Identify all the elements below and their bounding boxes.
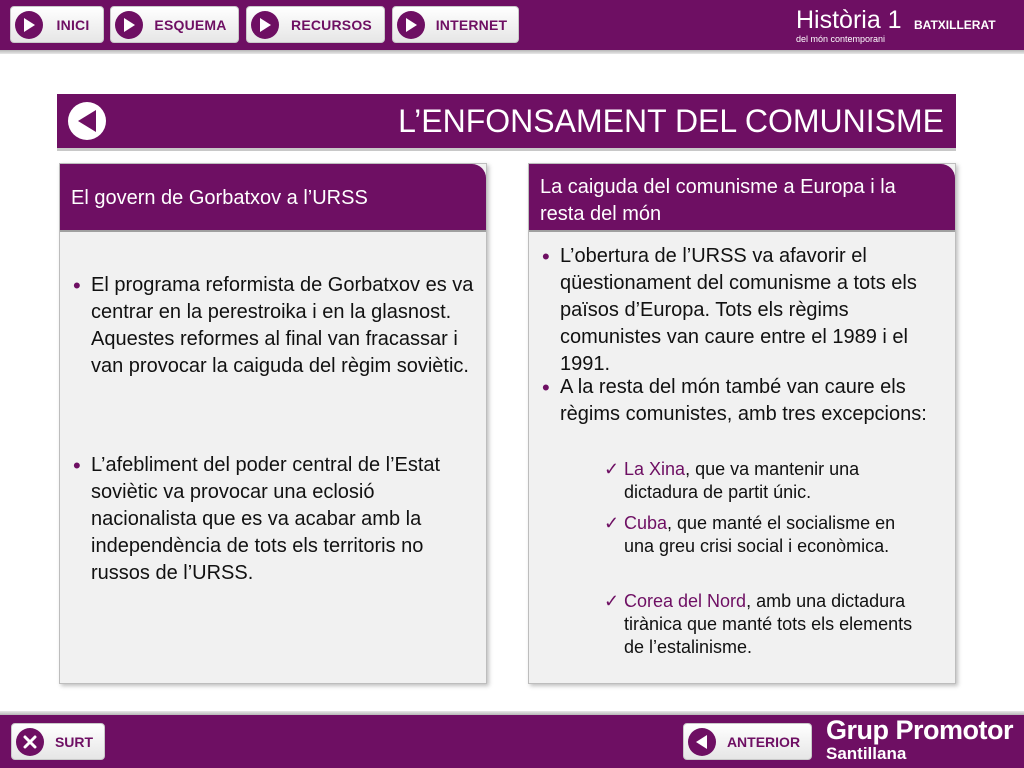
left-bullet-1: • El programa reformista de Gorbatxov es va centrar en la perestroika i en la glasnost. Aquestes reformes al final van fracassar i van provocar la caiguda del règim soviètic. bbox=[73, 272, 481, 380]
play-icon bbox=[397, 11, 425, 39]
exception-text: , que va mantenir una dictadura de partit únic. bbox=[624, 459, 860, 502]
nav-button-label: ESQUEMA bbox=[154, 16, 227, 33]
exception-text: , amb una dictadura tirànica que manté tots els elements de l’estalinisme. bbox=[624, 591, 913, 657]
nav-button-recursos[interactable] bbox=[246, 6, 385, 43]
exception-name: Corea del Nord bbox=[624, 591, 747, 611]
left-content-panel bbox=[59, 163, 487, 684]
page-title-bar bbox=[57, 94, 956, 151]
publisher-line-2: Santillana bbox=[826, 744, 907, 763]
right-bullet-1: • L’obertura de l’URSS va afavorir el qüestionament del comunisme a tots els països d’Europa. Tots els règims comunistes van caure entre el 1989 i el 1991. bbox=[542, 243, 935, 378]
play-icon bbox=[15, 11, 43, 39]
play-icon bbox=[251, 11, 279, 39]
exception-item-xina bbox=[604, 458, 924, 504]
left-bullet-2: • L’afebliment del poder central de l’Estat soviètic va provocar una eclosió nacionalista que es va acabar amb la independència de tots els territoris no russos de l’URSS. bbox=[73, 452, 481, 587]
check-icon: ✓ bbox=[604, 459, 620, 479]
exception-item-corea bbox=[604, 590, 924, 659]
nav-button-label: RECURSOS bbox=[291, 16, 372, 33]
bottom-bar bbox=[0, 715, 1024, 768]
left-panel-heading-text: El govern de Gorbatxov a l’URSS bbox=[71, 187, 368, 209]
previous-button[interactable] bbox=[683, 723, 812, 760]
exit-button[interactable] bbox=[11, 723, 105, 760]
left-panel-heading bbox=[60, 164, 486, 232]
right-panel-heading-text: La caiguda del comunisme a Europa i la resta del món bbox=[540, 176, 896, 225]
exception-name: Cuba bbox=[624, 513, 668, 533]
play-icon bbox=[115, 11, 143, 39]
nav-button-internet[interactable] bbox=[392, 6, 519, 43]
publisher-line-1: Grup Promotor bbox=[826, 715, 1013, 745]
right-bullet-2: • A la resta del món també van caure els règims comunistes, amb tres excepcions: bbox=[542, 374, 935, 428]
right-content-panel bbox=[528, 163, 956, 684]
publisher-logo bbox=[826, 716, 1013, 764]
right-panel-heading bbox=[529, 164, 955, 232]
check-icon: ✓ bbox=[604, 591, 620, 611]
exception-text: , que manté el socialisme en una greu crisi social i econòmica. bbox=[624, 513, 896, 556]
brand-logo bbox=[796, 6, 996, 44]
check-icon: ✓ bbox=[604, 513, 620, 533]
previous-button-label: ANTERIOR bbox=[726, 733, 801, 750]
brand-level: BATXILLERAT bbox=[914, 18, 996, 32]
close-icon bbox=[16, 728, 44, 756]
exception-name: La Xina bbox=[624, 459, 686, 479]
nav-button-label: INTERNET bbox=[435, 16, 508, 33]
back-arrow-icon[interactable] bbox=[68, 102, 106, 140]
nav-button-label: INICI bbox=[56, 16, 90, 33]
exit-button-label: SURT bbox=[54, 733, 94, 750]
page-title: L’ENFONSAMENT DEL COMUNISME bbox=[398, 103, 944, 139]
brand-title: Història 1 bbox=[796, 6, 902, 34]
nav-button-esquema[interactable] bbox=[110, 6, 239, 43]
top-navigation-bar bbox=[0, 0, 1024, 50]
back-arrow-icon bbox=[688, 728, 716, 756]
brand-subtitle: del món contemporani bbox=[796, 34, 886, 44]
nav-button-inici[interactable] bbox=[10, 6, 104, 43]
exception-item-cuba bbox=[604, 512, 924, 558]
